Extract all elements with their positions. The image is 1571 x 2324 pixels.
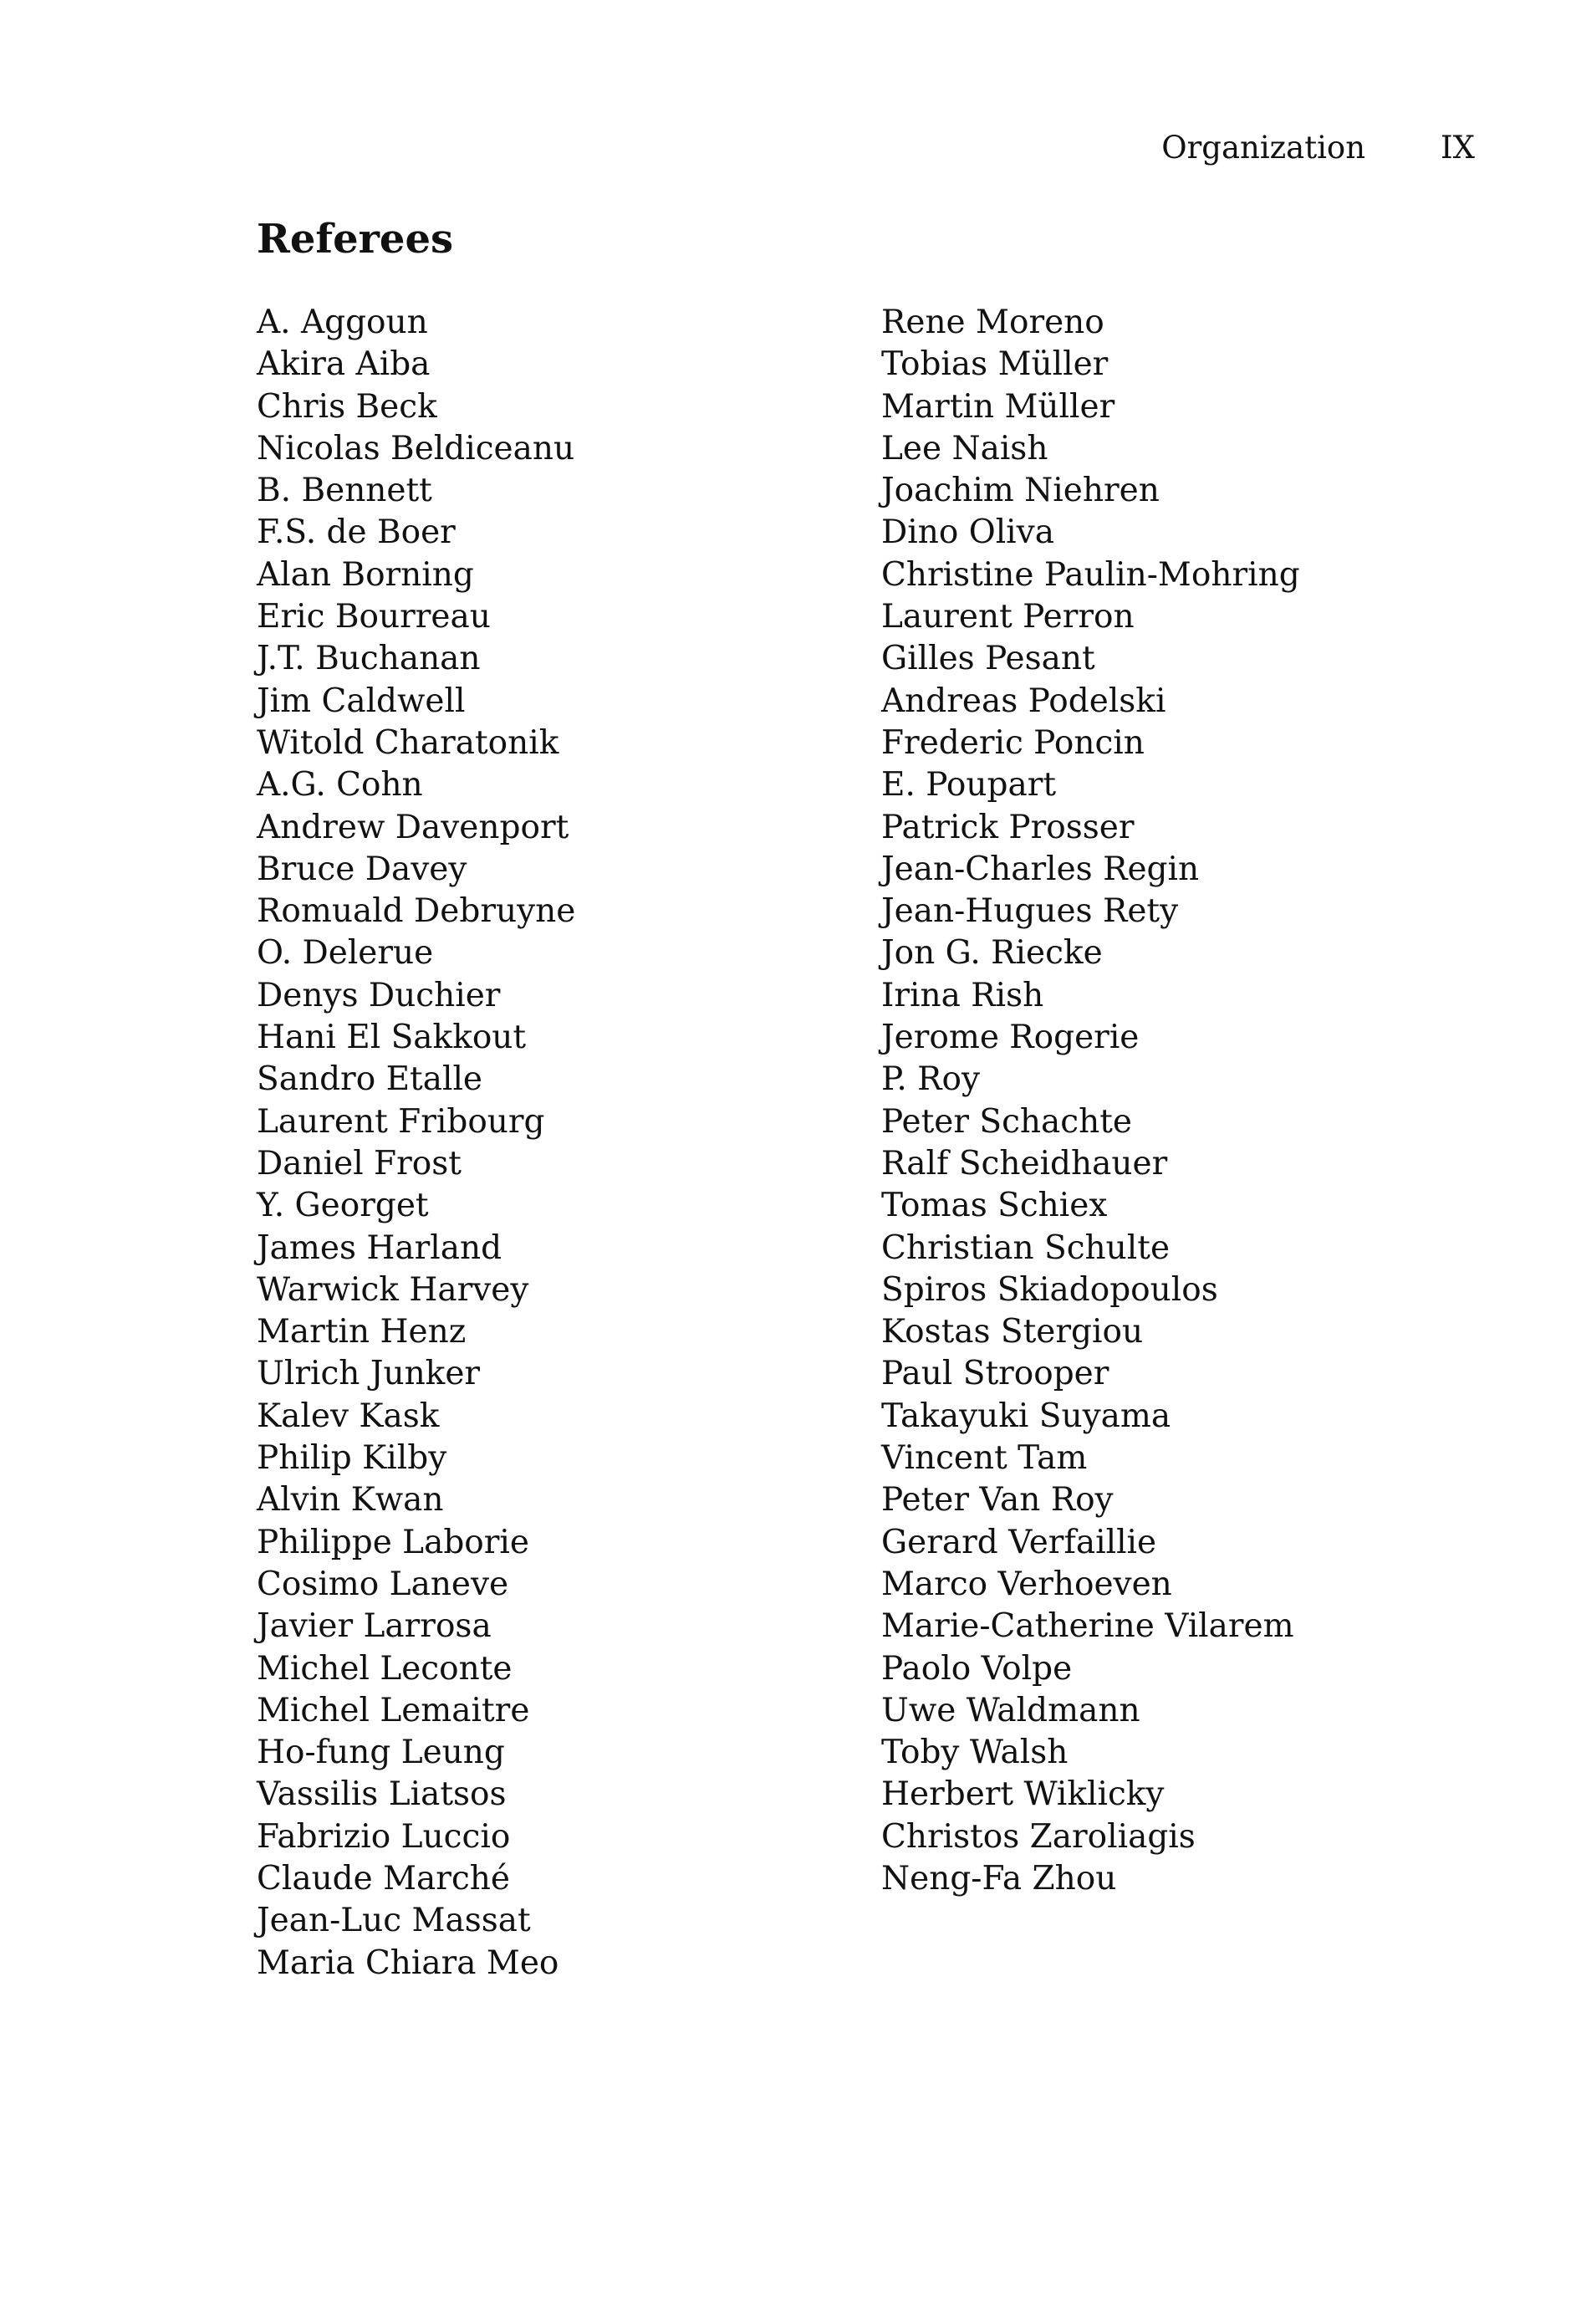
referee-name: Kostas Stergiou <box>881 1313 1144 1351</box>
referee-name: Fabrizio Luccio <box>257 1817 511 1856</box>
referee-name: Ulrich Junker <box>257 1355 481 1393</box>
referee-name: Warwick Harvey <box>257 1270 529 1309</box>
referee-name: Marie-Catherine Vilarem <box>881 1607 1294 1646</box>
referee-name: Laurent Fribourg <box>257 1102 545 1141</box>
referee-name: E. Poupart <box>881 766 1057 804</box>
referee-name: Dino Oliva <box>881 513 1054 552</box>
referee-name: Eric Bourreau <box>257 598 491 636</box>
section-title: Referees <box>257 216 454 263</box>
running-head <box>1161 130 1475 166</box>
referee-name: Akira Aiba <box>257 345 431 384</box>
referee-name: Javier Larrosa <box>257 1607 492 1646</box>
referee-name: Herbert Wiklicky <box>881 1775 1165 1814</box>
referee-name: Romuald Debruyne <box>257 892 576 931</box>
referee-name: Chris Beck <box>257 387 437 426</box>
referee-name: Vincent Tam <box>881 1439 1088 1478</box>
referee-name: Kalev Kask <box>257 1397 440 1435</box>
referee-name: Alvin Kwan <box>257 1481 444 1520</box>
referee-name: Uwe Waldmann <box>881 1691 1140 1729</box>
referee-name: J.T. Buchanan <box>257 640 481 678</box>
referee-name: Jean-Charles Regin <box>881 850 1200 888</box>
referee-name: F.S. de Boer <box>257 513 456 552</box>
referee-name: Neng-Fa Zhou <box>881 1859 1117 1898</box>
referee-name: Christian Schulte <box>881 1228 1171 1267</box>
referee-name: Alan Borning <box>257 555 474 594</box>
referee-name: Spiros Skiadopoulos <box>881 1270 1218 1309</box>
referee-name: Frederic Poncin <box>881 723 1145 762</box>
referee-name: Y. Georget <box>257 1187 429 1225</box>
referee-name: A. Aggoun <box>257 304 428 341</box>
referee-name: Vassilis Liatsos <box>257 1775 507 1814</box>
referee-name: Jim Caldwell <box>257 682 466 720</box>
referee-name: Lee Naish <box>881 429 1048 467</box>
referee-name: Bruce Davey <box>257 850 467 888</box>
running-head-section: Organization <box>1161 130 1366 166</box>
referee-name: Gerard Verfaillie <box>881 1523 1157 1561</box>
referee-name: Andrew Davenport <box>257 808 569 846</box>
referee-name: Nicolas Beldiceanu <box>257 429 575 467</box>
referee-name: Christine Paulin-Mohring <box>881 555 1300 594</box>
referee-name: Ho-fung Leung <box>257 1734 505 1772</box>
referee-name: Tomas Schiex <box>881 1187 1108 1225</box>
referee-name: Paolo Volpe <box>881 1649 1073 1688</box>
referee-name: Tobias Müller <box>881 345 1109 384</box>
referee-name: Daniel Frost <box>257 1144 462 1182</box>
referee-name: Andreas Podelski <box>881 682 1166 720</box>
referee-name: Jon G. Riecke <box>881 934 1103 973</box>
referee-name: Takayuki Suyama <box>881 1397 1171 1435</box>
referee-name: James Harland <box>257 1228 502 1267</box>
referee-name: Jean-Hugues Rety <box>881 892 1179 931</box>
referee-name: Patrick Prosser <box>881 808 1135 846</box>
referee-name: O. Delerue <box>257 934 434 973</box>
referee-list-right <box>881 302 1300 1900</box>
referee-list-left <box>257 302 575 1984</box>
referee-name: Gilles Pesant <box>881 640 1095 678</box>
referee-name: Joachim Niehren <box>881 472 1160 510</box>
referee-name: Martin Henz <box>257 1313 467 1351</box>
referee-name: Maria Chiara Meo <box>257 1943 559 1982</box>
referee-name: Jerome Rogerie <box>881 1019 1140 1057</box>
referee-name: Marco Verhoeven <box>881 1565 1172 1603</box>
referee-name: Paul Strooper <box>881 1355 1109 1393</box>
referee-name: Cosimo Laneve <box>257 1565 509 1603</box>
referee-name: Laurent Perron <box>881 598 1135 636</box>
referee-name: A.G. Cohn <box>257 766 423 804</box>
page-number: IX <box>1441 130 1475 166</box>
referee-name: Michel Leconte <box>257 1649 513 1688</box>
referee-name: Rene Moreno <box>881 304 1104 341</box>
referee-name: Toby Walsh <box>881 1734 1069 1772</box>
referee-name: Claude Marché <box>257 1859 510 1898</box>
referee-name: B. Bennett <box>257 472 432 510</box>
referee-name: Peter Van Roy <box>881 1481 1114 1520</box>
referee-name: Philip Kilby <box>257 1439 447 1478</box>
referee-name: Irina Rish <box>881 976 1044 1014</box>
referee-name: Philippe Laborie <box>257 1523 529 1561</box>
referee-name: P. Roy <box>881 1060 981 1099</box>
referee-name: Christos Zaroliagis <box>881 1817 1196 1856</box>
referee-name: Sandro Etalle <box>257 1060 482 1099</box>
referee-name: Peter Schachte <box>881 1102 1133 1141</box>
referee-name: Ralf Scheidhauer <box>881 1144 1168 1182</box>
referee-name: Hani El Sakkout <box>257 1019 527 1057</box>
referee-name: Martin Müller <box>881 387 1115 426</box>
referee-name: Michel Lemaitre <box>257 1691 530 1729</box>
referee-name: Denys Duchier <box>257 976 501 1014</box>
referee-name: Jean-Luc Massat <box>257 1902 531 1940</box>
referee-name: Witold Charatonik <box>257 723 559 762</box>
